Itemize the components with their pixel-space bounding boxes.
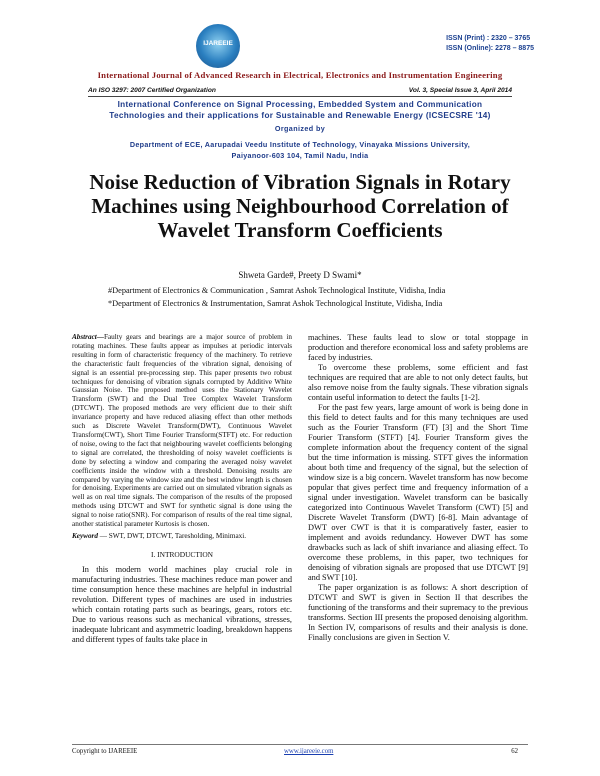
abstract-label: Abstract— [72,333,104,341]
journal-name: International Journal of Advanced Research in Electrical, Electronics and Instrumentation Engineering [97,70,503,80]
intro-paragraph: In this modern world machines play crucial role in manufacturing industries. These machines reduce man power and time consumption hence these machines are helpful in industrial revolution. Different types of machines are used in industries which contain rotating parts such as bearings, gears, rotors etc. Due to various reasons such as mechanical vibrations, stresses, inadequate lubricant and asymmetric loading, breakdown happens and different types of faults take place in [72,564,292,644]
footer-website-link[interactable]: www.ijareeie.com [284,748,334,755]
conference-title [60,99,540,121]
page-number: 62 [511,748,518,755]
dept-line-1: Department of ECE, Aarupadai Veedu Institute of Technology, Vinayaka Missions University, [129,140,471,149]
keywords [72,532,292,541]
journal-logo [196,24,240,68]
dept-line-2: Paiyanoor-603 104, Tamil Nadu, India [231,151,369,160]
keywords-text: — SWT, DWT, DTCWT, Taresholding, Minimaxi. [97,531,247,540]
organized-by: Organized by [274,124,326,133]
issn-block [446,34,534,54]
issn-online: ISSN (Online): 2278 – 8875 [446,45,534,52]
logo-text: IJAREEIE [203,40,233,47]
volume-text: Vol. 3, Special Issue 3, April 2014 [408,87,512,94]
right-paragraph-2: To overcome these problems, some efficient and fast techniques are required that are able to not only detect faults, but also remove noise from the faulty signals. These vibration signals contain useful information to detect the faults [1-2]. [308,363,528,402]
header-divider [88,96,512,97]
conference-line-1: International Conference on Signal Processing, Embedded System and Communication [117,100,483,109]
certification-text: An ISO 3297: 2007 Certified Organization [88,87,216,94]
paper-title: Noise Reduction of Vibration Signals in Rotary Machines using Neighbourhood Correlation of Wavelet Transform Coefficients [89,170,511,242]
left-column [72,333,292,645]
paper-authors: Shweta Garde#, Preety D Swami* [238,270,362,280]
affiliation-2: *Department of Electronics & Instrumentation, Samrat Ashok Technological Institute, Vidisha, India [108,299,443,308]
right-paragraph-1: machines. These faults lead to slow or total stoppage in production and therefore economical loss and safety problems are faced by industries. [308,333,528,362]
right-paragraph-3: For the past few years, large amount of work is being done in this field to detect faults and for this many techniques are used such as the Fourier Transform (FT) [3] and the Short Time Fourier Transform (STFT) [4]. Fourier Transform gives the complete information about the frequency content of the signal but the time information is missing. STFT gives the information about both time and frequency of the signal, but the selection of window size is a big concern. Wavelet transform has now become popular that gives perfect time and frequency information of a signal under investigation. Wavelet transform can be basically categorized into Continuous Wavelet Transform (CWT) [5] and Discrete Wavelet Transform (DWT) [6-8]. Main advantage of DWT over CWT is that it is comparatively faster, easier to implement and avoids redundancy. However DWT has some drawbacks such as lack of shift invariance and aliasing effect. To overcome these problems, in this paper, two techniques for denoising of vibration signals are proposed that use DTCWT [9] and SWT [10]. [308,403,528,582]
right-column [308,333,528,643]
keywords-label: Keyword [72,531,98,540]
abstract [72,333,292,529]
footer-copyright: Copyright to IJAREEIE [72,748,138,755]
affiliation-1: #Department of Electronics & Communication , Samrat Ashok Technological Institute, Vidisha, India [108,286,446,295]
organizer-department [60,139,540,161]
right-paragraph-4: The paper organization is as follows: A short description of DTCWT and SWT is given in Section II that describes the functioning of the transforms and their supremacy to the previous transforms. Section III presents the proposed denoising algorithm. In Section IV, comparisons of results and their analysis is done. Finally conclusions are given in Section V. [308,583,528,642]
footer-divider [72,744,528,745]
section-heading-introduction: I. INTRODUCTION [151,549,213,559]
abstract-text: Faulty gears and bearings are a major source of problem in rotating machines. These faults appear as impulses at periodic intervals resulting in form of characteristic frequency of the machinery. To retrieve the characteristic fault frequencies of the vibration signal, denoising of signal is an essential pre-processing step. This paper presents two robust techniques for denoising of vibration signals corrupted by Additive White Gaussian Noise. The proposed method uses the Stationary Wavelet Transform (SWT) and the Dual Tree Complex Wavelet Transform (DTCWT). The proposed methods are very efficient due to their shift invariance property and have reduced aliasing effect than other methods such as Discrete Wavelet Transform(DWT), Continuous Wavelet Transform(CWT), Short Time Fourier Transform(STFT) etc. For reduction of noise, owing to the fact that neighbouring wavelet coefficients belonging to signal are correlated, the thresholding of noisy wavelet coefficients is done by selecting a window and comparing the averaged noisy wavelet coefficients inside the window with a threshold. Denoising results are compared by varying the window size and the best window length is chosen for denoising. Experiments are carried out on simulated vibration signals as well as on real time signals. The comparison of the results of the proposed methods using DTCWT and SWT for synthetic signal is done using the signal to noise ratio(SNR). For comparison of results of the real time signal, another statistical parameter Kurtosis is chosen. [72,333,292,529]
conference-line-2: Technologies and their applications for Sustainable and Renewable Energy (ICSECSRE '14) [109,111,491,120]
issn-print: ISSN (Print) : 2320 – 3765 [446,35,531,42]
